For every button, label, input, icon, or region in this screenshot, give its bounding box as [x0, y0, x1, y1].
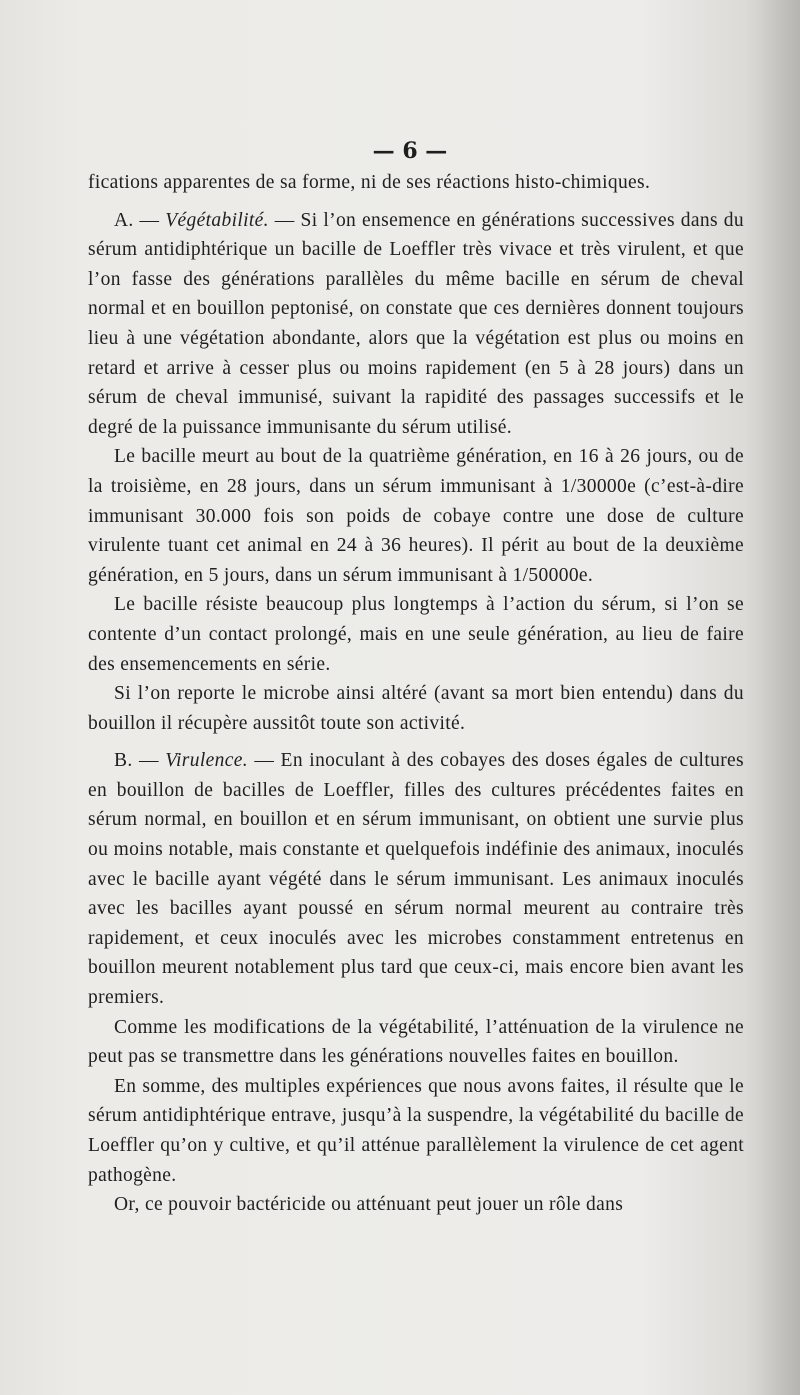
section-a-label: A. —	[114, 209, 166, 231]
paragraph-1: fications apparentes de sa forme, ni de ses réactions histo-chimiques.	[88, 172, 651, 193]
section-a-body: — Si l’on ensemence en générations successives dans du sérum antidiphtérique un bacille de Loeffler très vivace et très virulent, et que l’on fasse des générations parallèles du même bacille en sérum de cheval normal et en bouillon peptonisé, on constate que ces dernières donnent toujours lieu à une végétation abondante, alors que la végétation est plus ou moins en retard et arrive à cesser plus ou moins rapidement (en 5 à 28 jours) dans un sérum de cheval immunisé, suivant la rapidité des passages successifs et le degré de la puissance immunisante du sérum utilisé.	[88, 209, 744, 438]
section-b-title: Virulence.	[165, 750, 248, 772]
body-text	[88, 168, 744, 1220]
paragraph-9: Or, ce pouvoir bactéricide ou atténuant peut jouer un rôle dans	[114, 1194, 624, 1216]
page-number: — 6 —	[372, 138, 448, 164]
paragraph-5: Si l’on reporte le microbe ainsi altéré (avant sa mort bien entendu) dans du bouillon il récupère aussitôt toute son activité.	[88, 683, 744, 734]
paragraph-section-b	[88, 746, 744, 1012]
section-b-body: — En inoculant à des cobayes des doses égales de cultures en bouillon de bacilles de Loeffler, filles des cultures précédentes faites en sérum normal, en bouillon et en sérum immunisant, on obtient une survie plus ou moins notable, mais constante et quelquefois indéfinie des animaux, inoculés avec le bacille ayant végété dans le sérum immunisant. Les animaux inoculés avec les bacilles ayant poussé en sérum normal meurent au contraire très rapidement, et ceux inoculés avec les microbes constamment entretenus en bouillon meurent notablement plus tard que ceux-ci, mais encore bien avant les premiers.	[88, 750, 744, 1009]
paragraph-3: Le bacille meurt au bout de la quatrième génération, en 16 à 26 jours, ou de la troisième, en 28 jours, dans un sérum immunisant à 1/30000e (c’est-à-dire immunisant 30.000 fois son poids de cobaye contre une dose de culture virulente tuant cet animal en 24 à 36 heures). Il périt au bout de la deuxième génération, en 5 jours, dans un sérum immunisant à 1/50000e.	[88, 446, 744, 586]
section-a-title: Végétabilité.	[165, 209, 269, 231]
paragraph-8: En somme, des multiples expériences que nous avons faites, il résulte que le sérum antidiphtérique entrave, jusqu’à la suspendre, la végétabilité du bacille de Loeffler qu’on y cultive, et qu’il atténue parallèlement la virulence de cet agent pathogène.	[88, 1075, 744, 1186]
paragraph-section-a	[88, 206, 744, 443]
page-edge-shadow	[745, 0, 800, 1395]
paragraph-4: Le bacille résiste beaucoup plus longtemps à l’action du sérum, si l’on se contente d’un contact prolongé, mais en une seule génération, au lieu de faire des ensemencements en série.	[88, 594, 744, 675]
paragraph-7: Comme les modifications de la végétabilité, l’atténuation de la virulence ne peut pas se transmettre dans les générations nouvelles faites en bouillon.	[88, 1016, 744, 1068]
section-b-label: B. —	[114, 750, 166, 772]
